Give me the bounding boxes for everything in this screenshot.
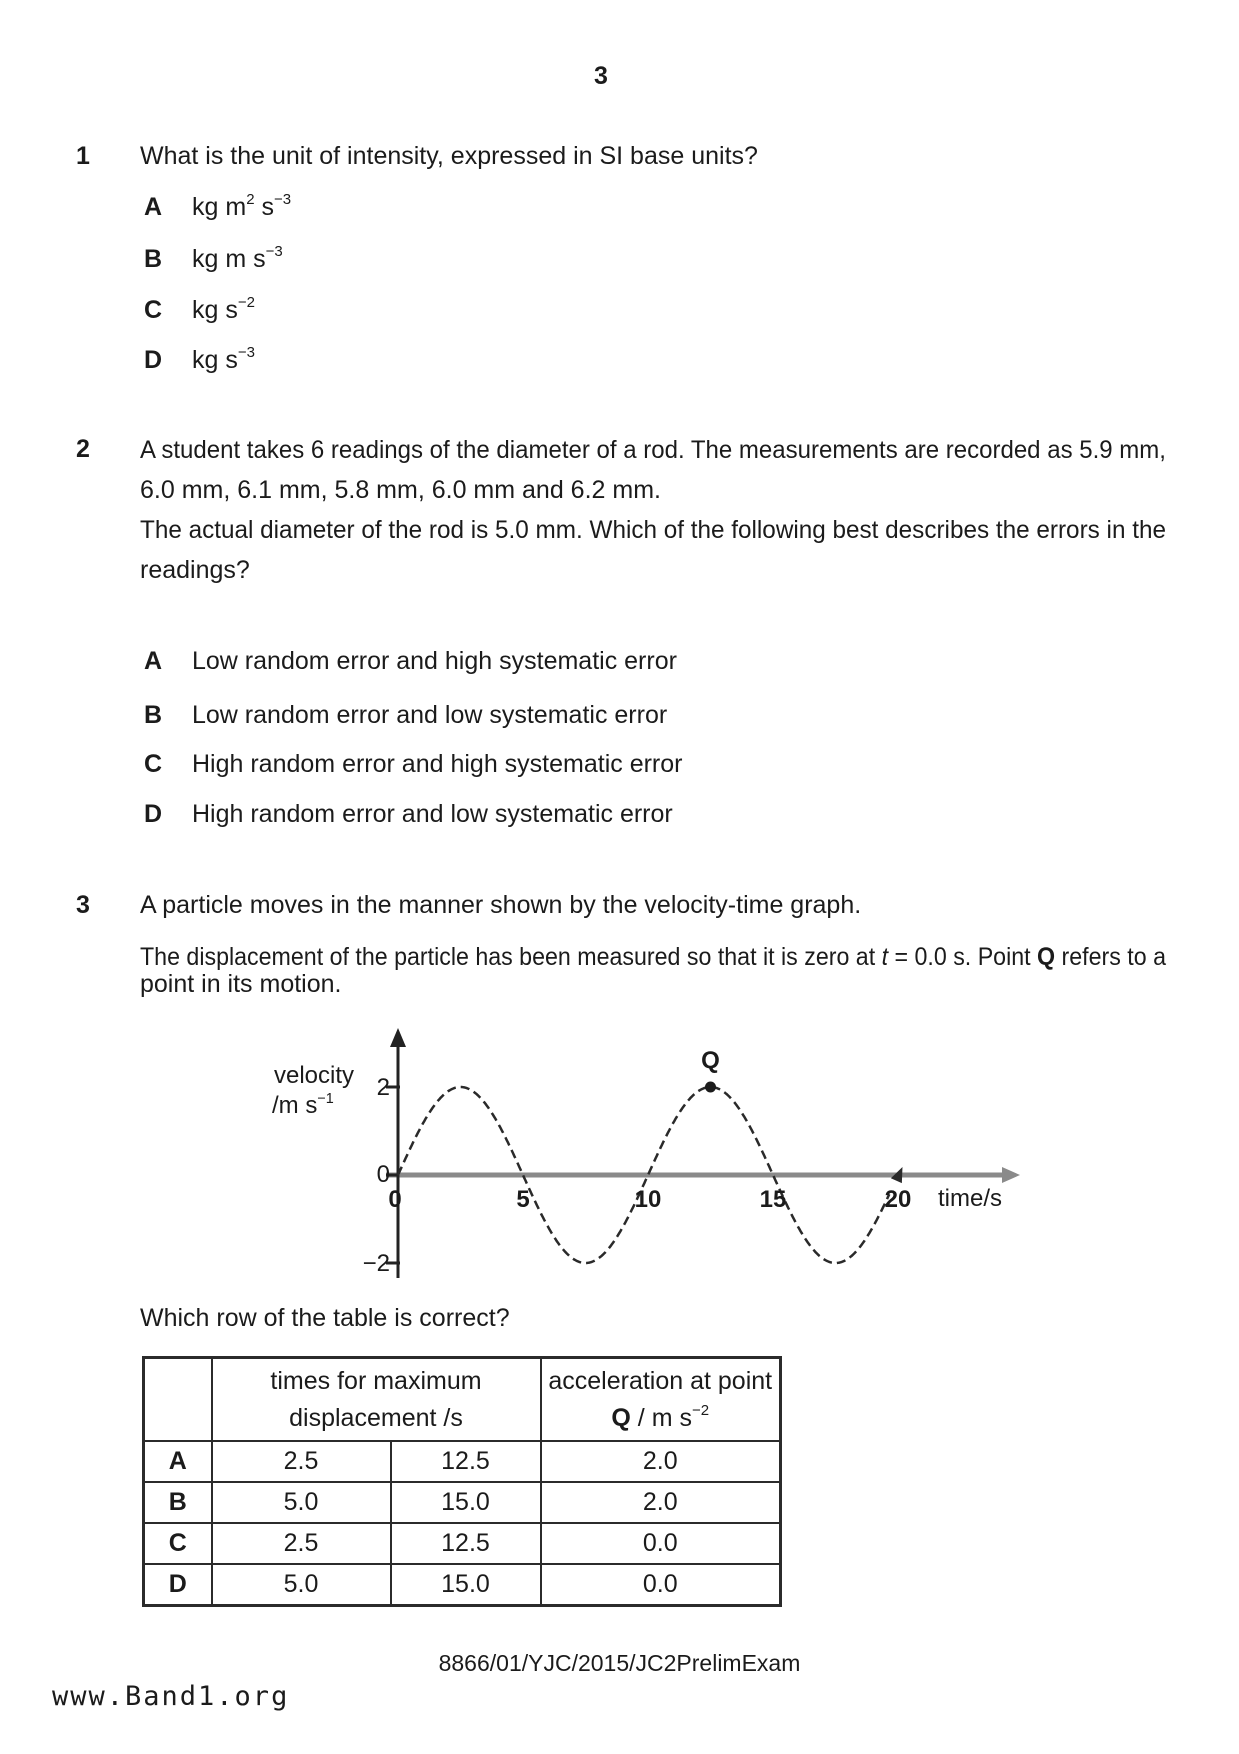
y-tick-label-neg2: −2 xyxy=(362,1250,390,1277)
q2-para1-line1: A student takes 6 readings of the diameter of a rod. The measurements are recorded as 5.9 mm, xyxy=(140,436,1166,464)
q2-paragraph-1 xyxy=(140,430,1166,510)
x-axis-title: time/s xyxy=(938,1185,1003,1212)
x-axis-arrow-icon xyxy=(1002,1167,1020,1183)
header-accel-cell xyxy=(541,1358,781,1442)
x-tick-label-15: 15 xyxy=(759,1186,787,1213)
table-row-b xyxy=(144,1482,781,1523)
option-letter: B xyxy=(144,245,163,273)
row-time1: 2.5 xyxy=(212,1441,391,1482)
header-accel-line2: Q / m $s^{-2}$ xyxy=(611,1401,710,1432)
option-letter: C xyxy=(144,296,163,324)
option-text: High random error and high systematic error xyxy=(192,750,683,778)
table-row-d xyxy=(144,1564,781,1606)
option-letter: D xyxy=(144,800,163,828)
row-time2: 12.5 xyxy=(391,1523,541,1564)
q3-paragraph xyxy=(140,944,1166,998)
q2-para2-line2: readings? xyxy=(140,556,250,584)
table-header-row xyxy=(144,1358,781,1442)
row-letter: D xyxy=(144,1564,212,1606)
header-times-line2: displacement /s xyxy=(289,1403,463,1432)
q1-option-b xyxy=(144,243,283,274)
x-tick-label-10: 10 xyxy=(634,1186,662,1213)
row-letter: A xyxy=(144,1441,212,1482)
velocity-time-graph xyxy=(240,1020,1030,1310)
option-letter: C xyxy=(144,750,163,778)
row-accel: 0.0 xyxy=(541,1523,781,1564)
q1-option-c xyxy=(144,294,255,325)
q1-text: What is the unit of intensity, expressed in SI base units? xyxy=(140,142,758,170)
point-q-label: Q xyxy=(701,1047,720,1074)
q2-para2-line1: The actual diameter of the rod is 5.0 mm. Which of the following best describes the errors in the xyxy=(140,516,1166,544)
row-time2: 15.0 xyxy=(391,1482,541,1523)
y-axis-arrow-icon xyxy=(390,1028,406,1047)
y-axis-title-line2: /m $s^{-1}$ xyxy=(272,1090,334,1119)
x-tick-label-20: 20 xyxy=(884,1186,912,1213)
q2-option-c xyxy=(144,749,683,779)
row-time1: 2.5 xyxy=(212,1523,391,1564)
header-times-cell xyxy=(212,1358,541,1442)
q3-para-line1: The displacement of the particle has been measured so that it is zero at t = 0.0 s. Point Q refers to a xyxy=(140,943,1166,971)
option-letter: B xyxy=(144,701,163,729)
header-accel-line1: acceleration at point xyxy=(548,1366,773,1395)
x-tick-label-5: 5 xyxy=(516,1186,530,1213)
footer-paper-code: 8866/01/YJC/2015/JC2PrelimExam xyxy=(438,1650,801,1676)
q2-paragraph-2 xyxy=(140,510,1166,590)
row-accel: 2.0 xyxy=(541,1482,781,1523)
option-letter: A xyxy=(144,647,163,675)
q2-para1-line2: 6.0 mm, 6.1 mm, 5.8 mm, 6.0 mm and 6.2 mm. xyxy=(140,476,661,504)
row-letter: B xyxy=(144,1482,212,1523)
site-watermark: www.Band1.org xyxy=(52,1681,290,1712)
option-text: Low random error and high systematic error xyxy=(192,647,677,675)
y-tick-label-0: 0 xyxy=(376,1161,390,1188)
option-letter: A xyxy=(144,193,163,221)
q2-option-a xyxy=(144,646,677,676)
row-accel: 0.0 xyxy=(541,1564,781,1606)
q2-number: 2 xyxy=(76,435,90,463)
point-q-marker xyxy=(705,1082,716,1093)
row-time1: 5.0 xyxy=(212,1482,391,1523)
q2-option-b xyxy=(144,700,668,730)
page-number: 3 xyxy=(594,62,608,90)
q2-option-d xyxy=(144,799,673,829)
option-text: Low random error and low systematic error xyxy=(192,701,668,729)
row-time1: 5.0 xyxy=(212,1564,391,1606)
option-value: kg $s^{-3}$ xyxy=(192,344,255,374)
x-tick-label-0: 0 xyxy=(388,1186,402,1213)
y-axis-title-line1: velocity xyxy=(274,1062,355,1089)
option-text: High random error and low systematic error xyxy=(192,800,673,828)
answer-table xyxy=(142,1356,782,1607)
row-time2: 15.0 xyxy=(391,1564,541,1606)
q3-number: 3 xyxy=(76,891,90,919)
header-empty-cell xyxy=(144,1358,212,1442)
row-time2: 12.5 xyxy=(391,1441,541,1482)
header-times-line1: times for maximum xyxy=(270,1366,482,1395)
table-row-a xyxy=(144,1441,781,1482)
q3-text: A particle moves in the manner shown by the velocity-time graph. xyxy=(140,891,862,919)
q1-option-d xyxy=(144,344,255,375)
q3-para-line2: point in its motion. xyxy=(140,970,342,998)
q1-option-a xyxy=(144,191,292,222)
y-tick-label-2: 2 xyxy=(376,1074,390,1101)
table-row-c xyxy=(144,1523,781,1564)
option-value: kg m $s^{-3}$ xyxy=(192,243,283,273)
option-value: kg $s^{-2}$ xyxy=(192,294,255,324)
q1-number: 1 xyxy=(76,142,90,170)
row-letter: C xyxy=(144,1523,212,1564)
option-letter: D xyxy=(144,346,163,374)
option-value: kg $m^2$ $s^{-3}$ xyxy=(192,191,292,221)
row-accel: 2.0 xyxy=(541,1441,781,1482)
q3-table-question: Which row of the table is correct? xyxy=(140,1304,510,1332)
